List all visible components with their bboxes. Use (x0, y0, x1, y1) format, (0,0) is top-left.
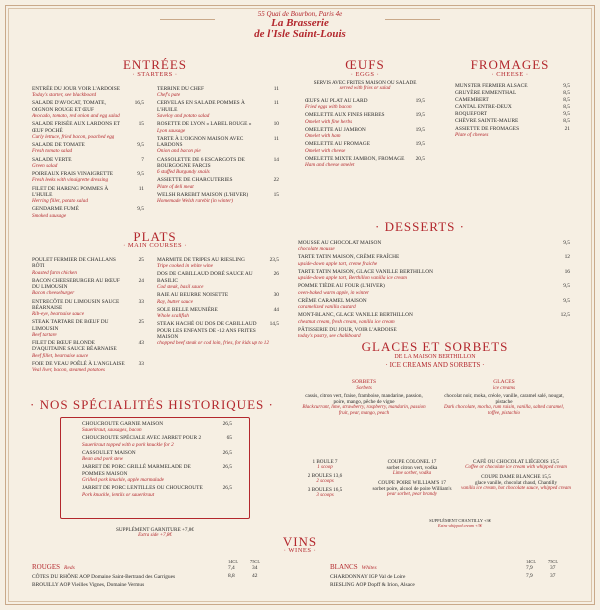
item-translation: Sauerkraut topped with a pork knuckle for 2 (82, 441, 174, 448)
item-translation: Onion and bacon pie (157, 148, 201, 155)
item-translation: Veal liver, bacon, steamed potatoes (32, 367, 105, 374)
item-translation: chocolate mousse (298, 246, 335, 253)
menu-item (157, 177, 279, 189)
item-translation: Today's starter, see blackboard (32, 92, 97, 99)
wine-row (32, 573, 272, 588)
item-translation: Beef tartare (32, 331, 57, 338)
item-price: 19,5 (415, 98, 425, 104)
blancs-title: BLANCS (330, 563, 358, 571)
item-price: 16,5 (134, 100, 144, 107)
menu-item (157, 321, 279, 346)
menu-item (82, 435, 232, 447)
restaurant-name-line1: La Brasserie (271, 17, 329, 29)
item-name: CHOUCROUTE SPÉCIALE AVEC JARRET POUR 2 (82, 435, 202, 442)
glaces-header (300, 340, 570, 369)
menu-item (305, 112, 425, 124)
menu-item (305, 127, 425, 139)
item-price: 15 (273, 191, 279, 198)
item-name: OMELETTE AU JAMBON (305, 126, 366, 133)
item-name: CERVELAS EN SALADE POMMES À L'HUILE (157, 100, 245, 113)
blancs-block (330, 556, 570, 588)
menu-item (298, 283, 570, 295)
item-translation: Rib-eye, bearnaise sauce (32, 311, 84, 318)
menu-item (32, 157, 144, 169)
item-translation: Curly lettuce, fried bacon, poached egg (32, 133, 115, 140)
menu-item (82, 485, 232, 497)
fromages-subtitle: · CHEESE · (491, 71, 529, 78)
menu-item (455, 90, 570, 96)
menu-item (455, 118, 570, 124)
item-price: 26,5 (222, 485, 232, 492)
item-name: CASSOLETTE DE 6 ESCARGOTS DE BOURGOGNE FARCIS (157, 156, 245, 169)
oeufs-list (305, 98, 425, 170)
coupe-name: COUPE COLONEL 17 (387, 459, 437, 465)
restaurant-name-line2: de l'Isle Saint-Louis (254, 28, 346, 40)
item-translation: upside-down apple tart, creme fraiche (298, 260, 378, 267)
menu-item (455, 83, 570, 89)
item-name: MUNSTER FERMIER ALSACE (455, 83, 528, 89)
plats-right-column (157, 257, 279, 348)
item-translation: Roasted farm chicken (32, 269, 77, 276)
menu-item (157, 100, 279, 119)
restaurant-header (220, 10, 380, 40)
sorbets-list: cassis, citron vert, fraise, framboise, mandarine, passion, poire, mango, pêche de vigne (305, 393, 423, 405)
item-price: 30 (273, 292, 279, 299)
sorbets-title: SORBETS (351, 379, 377, 385)
item-translation: Chef's pate (157, 92, 181, 99)
glaces-list: chocolat noir, moka, créole, vanille, caramel salé, nougat, pistache (444, 393, 564, 405)
menu-item (32, 171, 144, 183)
glaces-list-trans: Dark chocolate, mocha, rum raisin, vanilla, salted caramel, toffee, pistachio (444, 405, 564, 416)
coupes-mid-list (362, 459, 462, 501)
item-price: 9,5 (563, 283, 570, 290)
item-price: 26,5 (222, 449, 232, 456)
menu-item (32, 299, 144, 318)
glaces-subtitle: · ICE CREAMS AND SORBETS · (385, 361, 485, 369)
item-translation: Bacon cheeseburger (32, 290, 75, 297)
coupe-item (460, 459, 572, 471)
menu-item (157, 292, 279, 304)
item-name: CHOUCROUTE GARNIE MAISON (82, 421, 164, 427)
sorbets-block (300, 379, 428, 417)
item-translation: Fresh leeks with vinaigrette dressing (32, 177, 109, 184)
item-name: CHÈVRE SAINTE-MAURE (455, 118, 519, 125)
menu-item (298, 269, 570, 281)
item-name: WELSH RAREBIT MAISON (L'HIVER) (157, 191, 249, 198)
item-name: ASSIETTE DE CHARCUTERIES (157, 177, 233, 184)
item-name: PÂTISSERIE DU JOUR, VOIR L'ARDOISE (298, 326, 397, 333)
glaces-list-title: GLACES (493, 379, 515, 385)
vins-subtitle: · WINES · (283, 547, 317, 554)
menu-item (32, 142, 144, 154)
coupe-name: CAFÉ OU CHOCOLAT LIÉGEOIS 15,5 (473, 459, 559, 465)
rouges-list (32, 565, 272, 588)
wine-row (330, 565, 570, 580)
menu-item (305, 141, 425, 153)
item-name: OMELETTE AU FROMAGE (305, 141, 370, 148)
glaces-list-title-trans: ice creams (492, 385, 516, 391)
item-translation: Green salad (32, 162, 58, 169)
item-translation: today's pastry, see chalkboard (298, 333, 361, 340)
glaces-title: GLACES ET SORBETS (361, 339, 509, 354)
boule-name: 1 BOULE 7 (312, 459, 338, 465)
item-price: 43 (138, 340, 144, 347)
fromages-list (455, 83, 570, 139)
item-name: STEAK TARTARE DE BŒUF DU LIMOUSIN (32, 319, 109, 332)
wine-name: CÔTES DU RHÔNE AOP Domaine Saint-Bertrand des Garrigues (32, 574, 176, 580)
item-name: ŒUFS AU PLAT AU LARD (305, 98, 368, 104)
item-name: TARTE TATIN MAISON, CRÈME FRAÎCHE (298, 254, 400, 261)
item-translation: Grilled pork knuckle, apple marmalade (82, 477, 164, 484)
item-price: 9,5 (563, 240, 570, 246)
item-translation: upside-down apple tart, Berthillon vanilla ice cream (298, 275, 407, 282)
oeufs-title: ŒUFS (345, 57, 385, 72)
desserts-title: · DESSERTS · (375, 219, 465, 234)
item-price: 26,5 (222, 421, 232, 427)
coupes-right-list (460, 459, 572, 495)
item-name: STEAK HACHÉ OU DOS DE CABILLAUD POUR LES ENFANTS DE -12 ANS FRITES MAISON (157, 321, 257, 340)
coupe-trans: vanilla ice cream, hot chocolate sauce, whipped cream (461, 485, 571, 491)
chantilly-block (360, 518, 560, 528)
menu-item (455, 111, 570, 117)
item-name: MOUSSE AU CHOCOLAT MAISON (298, 240, 382, 246)
item-price: 15 (138, 121, 144, 128)
item-price: 11 (273, 86, 279, 92)
item-name: FOIE DE VEAU POÊLÉ À L'ANGLAISE (32, 360, 125, 367)
plats-subtitle: · MAIN COURSES · (123, 242, 187, 249)
item-price: 9,5 (563, 297, 570, 304)
header-rule-right (385, 19, 440, 20)
item-name: GENDARME FUMÉ (32, 206, 79, 213)
oeufs-subtitle: · EGGS · (350, 71, 380, 78)
coupe-name: COUPE DAME BLANCHE 15,5 (481, 473, 551, 480)
menu-item (82, 421, 232, 433)
menu-item (298, 312, 570, 324)
menu-item (32, 206, 144, 218)
wine-price-bottle: 34 (252, 565, 258, 571)
boule-trans: 3 scoops (316, 492, 334, 498)
item-name: ROSETTE DE LYON « LABEL ROUGE » (157, 121, 252, 128)
item-translation: chopped beef steak or cod loin, fries, for kids up to 12 (157, 340, 269, 347)
item-name: OMELETTE AUX FINES HERBES (305, 112, 385, 119)
coupe-trans: Coffee or chocolate ice cream with whipped cream (465, 465, 567, 470)
rouges-trans: Reds (64, 565, 75, 571)
item-price: 23,5 (269, 257, 279, 263)
menu-item (32, 361, 144, 373)
entrees-right-column (157, 86, 279, 206)
oeufs-intro-trans: served with fries or salad (339, 86, 391, 91)
item-price: 16 (564, 268, 570, 275)
item-name: RAIE AU BEURRE NOISETTE (157, 292, 229, 299)
boules-list (290, 459, 360, 500)
header-rule-left (160, 19, 215, 20)
wine-price-bottle: 37 (550, 573, 556, 579)
item-name: MONT-BLANC, GLACE VANILLE BERTHILLON (298, 312, 413, 319)
menu-item (305, 156, 425, 168)
menu-item (32, 121, 144, 140)
wine-price-glass: 7,4 (228, 565, 235, 571)
item-name: JARRET DE PORC LENTILLES OU CHOUCROUTE (82, 485, 203, 492)
item-name: CAMEMBERT (455, 97, 489, 104)
coupe-item (460, 474, 572, 492)
blancs-trans: Whites (361, 565, 377, 571)
item-translation: Bean and pork stew (82, 456, 124, 463)
item-name: POIREAUX FRAIS VINAIGRETTE (32, 171, 114, 178)
item-name: GRUYÈRE EMMENTHAL (455, 90, 517, 97)
entrees-left-column (32, 86, 144, 221)
item-translation: Avocado, tomato, red onion and egg salad (32, 113, 120, 120)
menu-item (157, 86, 279, 98)
item-name: TARTE TATIN MAISON, GLACE VANILLE BERTHILLON (298, 268, 434, 275)
item-name: CRÈME CARAMEL MAISON (298, 297, 367, 304)
menu-item (157, 257, 279, 269)
sorbets-list-trans: Blackcurrant, lime, strawberry, raspberry, mandarin, passion fruit, pear, mango, peach (302, 405, 426, 416)
blancs-col2: 75CL (548, 559, 559, 564)
item-price: 8,5 (563, 97, 570, 104)
menu-item (82, 464, 232, 483)
menu-item (157, 121, 279, 133)
item-name: FILET DE HARENG POMMES À L'HUILE (32, 185, 109, 198)
fromages-title: FROMAGES (470, 57, 550, 72)
item-name: ROQUEFORT (455, 111, 488, 118)
wine-price-glass: 7,9 (526, 573, 533, 579)
rouges-col1: 14CL (228, 559, 239, 564)
item-price: 12,5 (560, 312, 570, 319)
item-translation: Sauerkraut, sausages, bacon (82, 427, 142, 434)
wine-name: CHARDONNAY IGP Val de Loire (330, 574, 406, 580)
coupe-name: COUPE POIRE WILLIAM'S 17 (378, 479, 446, 486)
item-name: POULET FERMIER DE CHALLANS RÔTI (32, 257, 116, 270)
item-price: 11 (273, 100, 279, 107)
item-name: SALADE D'AVOCAT, TOMATE, OIGNON ROUGE ET ŒUF (32, 100, 106, 113)
item-translation: Ray, butter sauce (157, 298, 193, 305)
item-price: 25 (138, 257, 144, 263)
boule-item (290, 473, 360, 485)
coupe-trans: pear sorbet, pear brandy (387, 491, 437, 497)
wine-price-bottle: 37 (550, 565, 556, 571)
item-translation: Herring fillet, potato salad (32, 198, 88, 205)
item-translation: Tripe cooked in white wine (157, 263, 213, 270)
item-translation: Whole scallfish (157, 313, 189, 320)
item-translation: oven-baked warm apple, in winter (298, 289, 370, 296)
menu-item (157, 136, 279, 155)
item-name: ENTRÉE DU JOUR VOIR L'ARDOISE (32, 86, 121, 92)
glaces-title2: DE LA MAISON BERTHILLON (394, 354, 476, 360)
item-translation: Pork knuckle, lentils or sauerkraut (82, 491, 155, 498)
glaces-block (440, 379, 568, 417)
item-price: 33 (138, 360, 144, 367)
coupe-item (362, 459, 462, 477)
boule-trans: 1 scoop (317, 465, 333, 470)
item-name: BACON CHEESEBURGER AU BŒUF DU LIMOUSIN (32, 277, 120, 291)
menu-item (298, 298, 570, 310)
item-translation: Plate of cheeses (455, 131, 489, 138)
item-price: 9,5 (137, 142, 144, 149)
item-name: POMME TIÈDE AU FOUR (L'HIVER) (298, 283, 385, 290)
menu-item (32, 319, 144, 338)
coupe-trans: Lime sorbet, vodka (392, 471, 432, 476)
menu-item (32, 86, 144, 98)
item-name: TARTE À L'OIGNON MAISON AVEC LARDONS (157, 135, 244, 149)
item-price: 19,5 (415, 141, 425, 148)
item-price: 44 (273, 306, 279, 313)
boule-name: 2 BOULES 13,6 (307, 472, 343, 479)
item-price: 26,5 (222, 464, 232, 471)
item-name: SALADE FRISÉE AUX LARDONS ET ŒUF POCHÉ (32, 121, 120, 134)
menu-item (298, 254, 570, 266)
item-translation: Saveloy and potato salad (157, 113, 210, 120)
coupe-desc: glace vanille, chocolat chaud, Chantilly (474, 479, 558, 486)
item-price: 19,5 (415, 126, 425, 133)
specialites-title: · NOS SPÉCIALITÉS HISTORIQUES · (30, 397, 274, 412)
item-translation: caramelized vanilla custard (298, 304, 356, 311)
menu-item (32, 340, 144, 359)
coupe-desc: sorbet poire, alcool de poire William's (372, 485, 452, 492)
wine-price-bottle: 42 (252, 573, 258, 579)
chantilly-trans: Extra whipped cream +3€ (438, 523, 482, 528)
menu-item (157, 157, 279, 176)
boule-item (290, 487, 360, 499)
item-name: ASSIETTE DE FROMAGES (455, 125, 520, 132)
rouges-col2: 75CL (250, 559, 261, 564)
item-price: 20,5 (415, 155, 425, 162)
item-translation: 6 stuffed Burgundy snails (157, 169, 210, 176)
blancs-col1: 14CL (526, 559, 537, 564)
item-translation: Omelet with cheese (305, 147, 346, 154)
menu-item (298, 327, 570, 339)
item-price: 10 (273, 121, 279, 128)
item-name: CANTAL ENTRE-DEUX (455, 104, 512, 111)
coupe-desc: sorbet citron vert, vodka (386, 465, 438, 471)
item-name: JARRET DE PORC GRILLÉ MARMELADE DE POMMES MAISON (82, 464, 191, 477)
item-translation: chestnut cream, fresh cream, vanilla ice cream (298, 318, 395, 325)
menu-item (305, 98, 425, 110)
entrees-subtitle: · STARTERS · (132, 71, 178, 78)
rouges-block (32, 556, 272, 588)
rouges-title: ROUGES (32, 563, 61, 571)
item-name: SALADE DE TOMATE (32, 142, 85, 149)
item-name: CASSOULET MAISON (82, 449, 136, 456)
item-price: 9,5 (563, 111, 570, 118)
item-price: 21 (564, 125, 570, 132)
menu-item (157, 271, 279, 290)
item-price: 11 (138, 185, 144, 192)
item-price: 8,5 (563, 90, 570, 97)
wine-row (330, 573, 570, 588)
item-price: 24 (138, 277, 144, 284)
item-name: DOS DE CABILLAUD DORÉ SAUCE AU BASILIC (157, 271, 253, 284)
desserts-list (298, 240, 570, 341)
item-price: 12 (564, 254, 570, 261)
vins-title: VINS (282, 534, 318, 549)
item-translation: Ham and cheese omelet (305, 162, 355, 169)
item-price: 25 (138, 319, 144, 326)
menu-item (32, 186, 144, 205)
item-price: 9,5 (563, 83, 570, 89)
item-price: 65 (226, 435, 232, 442)
entrees-title: ENTRÉES (122, 57, 188, 72)
boule-name: 3 BOULES 16,5 (307, 486, 343, 493)
item-name: SALADE VERTE (32, 156, 72, 163)
item-price: 14 (273, 156, 279, 163)
boule-trans: 2 scoops (316, 478, 334, 484)
item-price: 22 (273, 177, 279, 184)
item-price: 9,5 (137, 206, 144, 213)
item-translation: Fried eggs with bacon (305, 104, 352, 111)
boule-item (290, 459, 360, 471)
supplement-label: SUPPLÉMENT GARNITURE +7,8€ (116, 527, 194, 533)
menu-item (455, 104, 570, 110)
plats-title: PLATS (133, 229, 177, 244)
item-price: 26 (273, 271, 279, 278)
item-translation: Fresh tomato salad (32, 148, 73, 155)
menu-item (455, 97, 570, 103)
blancs-list (330, 565, 570, 588)
menu-item (32, 257, 144, 276)
restaurant-address: 55 Quai de Bourbon, Paris 4e (257, 10, 343, 18)
item-price: 33 (138, 298, 144, 305)
menu-item (32, 100, 144, 119)
menu-item (298, 240, 570, 252)
item-translation: Smoked sausage (32, 212, 67, 219)
item-price: 8,5 (563, 118, 570, 125)
item-name: ENTRECÔTE DU LIMOUSIN SAUCE BÉARNAISE (32, 298, 120, 311)
oeufs-intro (300, 80, 430, 92)
supplement-trans: Extra side +7,8€ (138, 533, 172, 538)
menu-item (157, 307, 279, 319)
item-price: 14,5 (269, 321, 279, 328)
wine-price-glass: 7,9 (526, 565, 533, 571)
menu-item (32, 278, 144, 297)
wine-name: BROUILLY AOP Vieilles Vignes, Domaine Vermus (32, 582, 145, 588)
specialites-list (82, 421, 232, 500)
item-translation: Omelet with ham (305, 133, 341, 140)
oeufs-intro-text: SERVIS AVEC FRITES MAISON OU SALADE (313, 80, 417, 86)
item-price: 7 (141, 156, 144, 163)
item-translation: Plate of deli meat (157, 183, 194, 190)
sorbets-trans: Sorbets (356, 385, 372, 391)
coupe-item (362, 480, 462, 498)
item-price: 9,5 (137, 171, 144, 178)
item-translation: Homemade Welsh rarebit (in winter) (157, 198, 233, 205)
item-price: 19,5 (415, 112, 425, 119)
menu-item (82, 450, 232, 462)
item-translation: Lyon sausage (157, 127, 186, 134)
item-translation: Omelet with fine herbs (305, 118, 353, 125)
item-name: TERRINE DU CHEF (157, 86, 205, 92)
item-name: SOLE BELLE MEUNIÈRE (157, 306, 218, 313)
item-name: OMELETTE MIXTE JAMBON, FROMAGE (305, 155, 405, 162)
item-name: FILET DE BŒUF BLONDE D'AQUITAINE SAUCE BÉARNAISE (32, 340, 117, 353)
item-translation: Cod steak, basil sauce (157, 284, 204, 291)
item-translation: Beef fillet, bearnaise sauce (32, 352, 89, 359)
item-name: MARMITE DE TRIPES AU RIESLING (157, 257, 245, 263)
wine-price-glass: 8,8 (228, 573, 235, 579)
item-price: 8,5 (563, 104, 570, 111)
chantilly-label: SUPPLÉMENT CHANTILLY +3€ (429, 518, 491, 523)
menu-item (157, 192, 279, 204)
item-price: 11 (273, 135, 279, 142)
menu-item (455, 126, 570, 138)
plats-left-column (32, 257, 144, 375)
wine-name: RIESLING AOP Dopff & Irion, Alsace (330, 582, 415, 588)
